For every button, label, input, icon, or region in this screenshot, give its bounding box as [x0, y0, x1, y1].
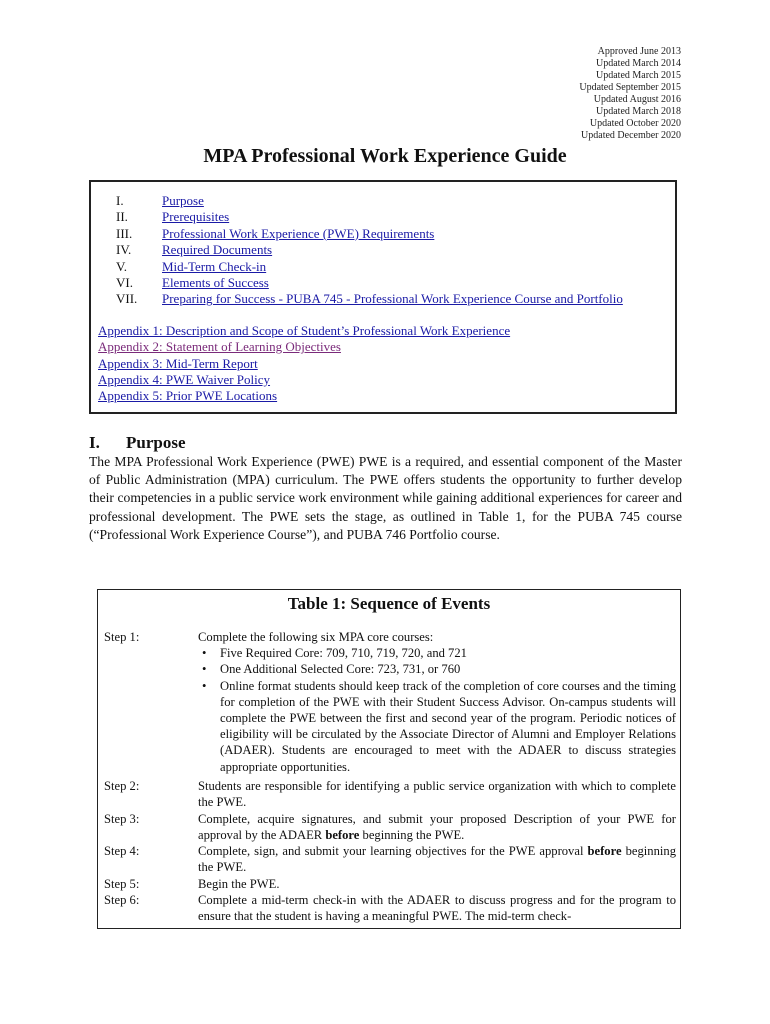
sequence-of-events-table [97, 589, 681, 929]
toc-link-pwe-requirements[interactable]: Professional Work Experience (PWE) Requirements [162, 225, 435, 241]
section-heading-purpose [89, 433, 186, 453]
step-label: Step 1: [104, 630, 140, 644]
revision-line: Updated December 2020 [581, 130, 681, 141]
step-body: Students are responsible for identifying a public service organization with which to complete the PWE. [198, 779, 676, 810]
step-body: Begin the PWE. [198, 877, 280, 891]
toc-number: V. [116, 258, 127, 274]
toc-item [116, 209, 623, 225]
toc-link-required-documents[interactable]: Required Documents [162, 242, 273, 258]
revision-line: Updated October 2020 [589, 118, 681, 129]
step-label: Step 2: [104, 779, 140, 793]
list-item: • One Additional Selected Core: 723, 731, or 760 [202, 662, 461, 677]
revision-line: Approved June 2013 [597, 46, 681, 57]
revision-line: Updated August 2016 [593, 94, 681, 105]
step-label: Step 6: [104, 893, 140, 907]
step-body: Complete a mid-term check-in with the ADAER to discuss progress and for the program to ensure that the student is having a meaningful PWE. The mid-term check- [198, 893, 676, 924]
bullet-icon: • [202, 646, 207, 661]
revision-line: Updated September 2015 [579, 82, 681, 93]
revision-line: Updated March 2015 [596, 70, 681, 81]
toc-sections [116, 193, 623, 308]
toc-appendices [98, 323, 510, 404]
core-course-list [198, 645, 676, 775]
toc-number: I. [116, 193, 124, 208]
bullet-icon: • [202, 662, 207, 677]
step-label: Step 4: [104, 844, 140, 858]
step-body [198, 629, 676, 775]
revision-history [579, 46, 681, 142]
toc-link-purpose[interactable]: Purpose [162, 193, 204, 208]
step-intro: Complete the following six MPA core courses: [198, 630, 434, 644]
toc-link-mid-term-check-in[interactable]: Mid-Term Check-in [162, 258, 267, 274]
toc-item [116, 193, 623, 209]
toc-item [116, 242, 623, 258]
appendix-link-1[interactable]: Appendix 1: Description and Scope of Student’s Professional Work Experience [98, 323, 511, 338]
appendix-link-4[interactable]: Appendix 4: PWE Waiver Policy [98, 371, 271, 387]
toc-number: II. [116, 209, 128, 225]
toc-item [116, 259, 623, 275]
step-body: Complete, sign, and submit your learning objectives for the PWE approval before beginning the PWE. [198, 844, 676, 875]
list-item: • Five Required Core: 709, 710, 719, 720, and 721 [202, 646, 467, 661]
section-title: Purpose [126, 433, 186, 452]
toc-number: VII. [116, 291, 138, 307]
list-item: • Online format students should keep track of the completion of core courses and the timing for completion of the PWE with their Student Success Advisor. On-campus students will complete the PWE between the first and second year of the program. Periodic notices of eligibility will be circulated by the Associate Director of Alumni and Employer Relations (ADAER). Students are encouraged to meet with the ADAER to discuss strategies appropriate opportunities. [202, 678, 676, 774]
toc-link-elements-of-success[interactable]: Elements of Success [162, 274, 269, 290]
toc-number: VI. [116, 274, 133, 290]
page-title: MPA Professional Work Experience Guide [203, 145, 567, 167]
toc-link-preparing-for-success[interactable]: Preparing for Success - PUBA 745 - Professional Work Experience Course and Portfolio [162, 291, 623, 307]
step-label: Step 5: [104, 877, 140, 891]
toc-number: IV. [116, 242, 132, 258]
toc-number: III. [116, 225, 133, 241]
step-body: Complete, acquire signatures, and submit your proposed Description of your PWE for approval by the ADAER before beginning the PWE. [198, 812, 676, 843]
revision-line: Updated March 2014 [596, 58, 681, 69]
purpose-paragraph: The MPA Professional Work Experience (PWE) PWE is a required, and essential component of the Master of Public Administration (MPA) curriculum. The PWE offers students the opportunity to further develop their competencies in a public service work environment while gaining additional experiences for career and professional development. The PWE sets the stage, as outlined in Table 1, for the PUBA 745 course (“Professional Work Experience Course”), and PUBA 746 Portfolio course. [89, 454, 682, 542]
toc-item [116, 275, 623, 291]
bullet-icon: • [202, 678, 207, 693]
table-title: Table 1: Sequence of Events [287, 594, 491, 613]
revision-line: Updated March 2018 [596, 106, 681, 117]
appendix-link-3[interactable]: Appendix 3: Mid-Term Report [98, 355, 258, 371]
toc-item [116, 291, 623, 307]
toc-item [116, 226, 623, 242]
step-label: Step 3: [104, 812, 140, 826]
appendix-link-2[interactable]: Appendix 2: Statement of Learning Objectives [98, 339, 341, 355]
toc-link-prerequisites[interactable]: Prerequisites [162, 209, 230, 225]
section-number: I. [89, 433, 100, 452]
table-of-contents [89, 180, 677, 414]
appendix-link-5[interactable]: Appendix 5: Prior PWE Locations [98, 388, 278, 404]
